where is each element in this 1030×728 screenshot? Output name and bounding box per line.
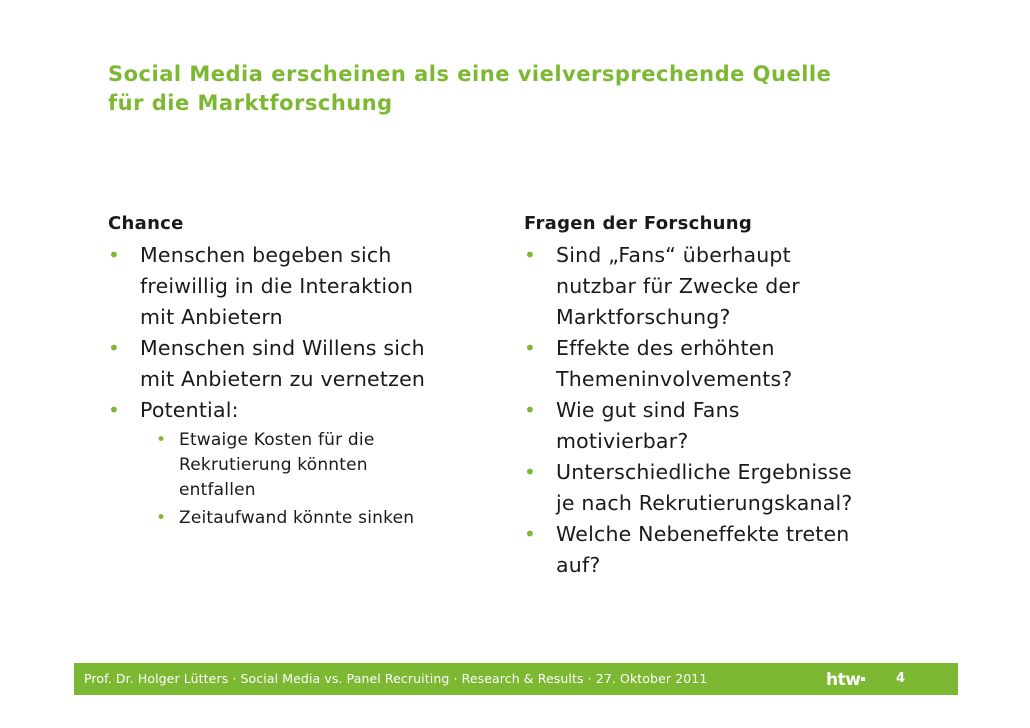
list-item: [108, 333, 503, 395]
bullet-dot-icon: •: [108, 398, 120, 422]
item-line: Themeninvolvements?: [556, 367, 793, 391]
page-number: 4: [896, 671, 906, 686]
item-line: Wie gut sind Fans: [556, 398, 740, 422]
item-line: Unterschiedliche Ergebnisse: [556, 460, 852, 484]
item-line: Etwaige Kosten für die: [179, 430, 375, 450]
htw-logo-icon: [820, 663, 888, 695]
research-questions-list: [524, 240, 944, 581]
title-line: Social Media erscheinen als eine vielversprechende Quelle: [108, 62, 832, 86]
item-line: entfallen: [179, 480, 256, 500]
bullet-dot-icon: •: [524, 243, 536, 267]
bullet-dot-icon: •: [524, 398, 536, 422]
logo-dot: [861, 677, 865, 681]
chance-column: [108, 212, 503, 534]
title-line: für die Marktforschung: [108, 91, 393, 115]
bullet-dot-icon: •: [524, 460, 536, 484]
item-line: Potential:: [140, 398, 239, 422]
list-item: [524, 519, 944, 581]
item-line: Marktforschung?: [556, 305, 731, 329]
potential-sublist: [140, 428, 503, 531]
sub-list-item: [140, 428, 503, 503]
list-item: [108, 395, 503, 531]
item-line: mit Anbietern zu vernetzen: [140, 367, 426, 391]
chance-list: [108, 240, 503, 531]
item-line: mit Anbietern: [140, 305, 283, 329]
bullet-dot-icon: •: [156, 508, 167, 528]
bullet-dot-icon: •: [524, 522, 536, 546]
bullet-dot-icon: •: [108, 243, 120, 267]
list-item: [524, 240, 944, 333]
item-line: Zeitaufwand könnte sinken: [179, 508, 415, 528]
bullet-dot-icon: •: [108, 336, 120, 360]
item-line: je nach Rekrutierungskanal?: [556, 491, 853, 515]
item-line: Menschen sind Willens sich: [140, 336, 425, 360]
item-line: Sind „Fans“ überhaupt: [556, 243, 791, 267]
bullet-dot-icon: •: [156, 430, 167, 450]
research-questions-column: [524, 212, 944, 581]
list-item: [524, 333, 944, 395]
footer-bar: [74, 663, 958, 695]
list-item: [524, 395, 944, 457]
item-line: nutzbar für Zwecke der: [556, 274, 800, 298]
item-line: auf?: [556, 553, 601, 577]
research-questions-heading: Fragen der Forschung: [524, 213, 753, 234]
item-line: Welche Nebeneffekte treten: [556, 522, 850, 546]
logo-text: htw: [826, 670, 861, 690]
list-item: [108, 240, 503, 333]
chance-heading: Chance: [108, 213, 184, 234]
item-line: motivierbar?: [556, 429, 689, 453]
sub-list-item: [140, 506, 503, 531]
slide-title: [108, 60, 968, 118]
bullet-dot-icon: •: [524, 336, 536, 360]
item-line: Menschen begeben sich: [140, 243, 392, 267]
item-line: Rekrutierung könnten: [179, 455, 368, 475]
footer-text: Prof. Dr. Holger Lütters · Social Media vs. Panel Recruiting · Research & Results · 27. Oktober 2011: [84, 671, 708, 686]
item-line: freiwillig in die Interaktion: [140, 274, 414, 298]
list-item: [524, 457, 944, 519]
item-line: Effekte des erhöhten: [556, 336, 775, 360]
